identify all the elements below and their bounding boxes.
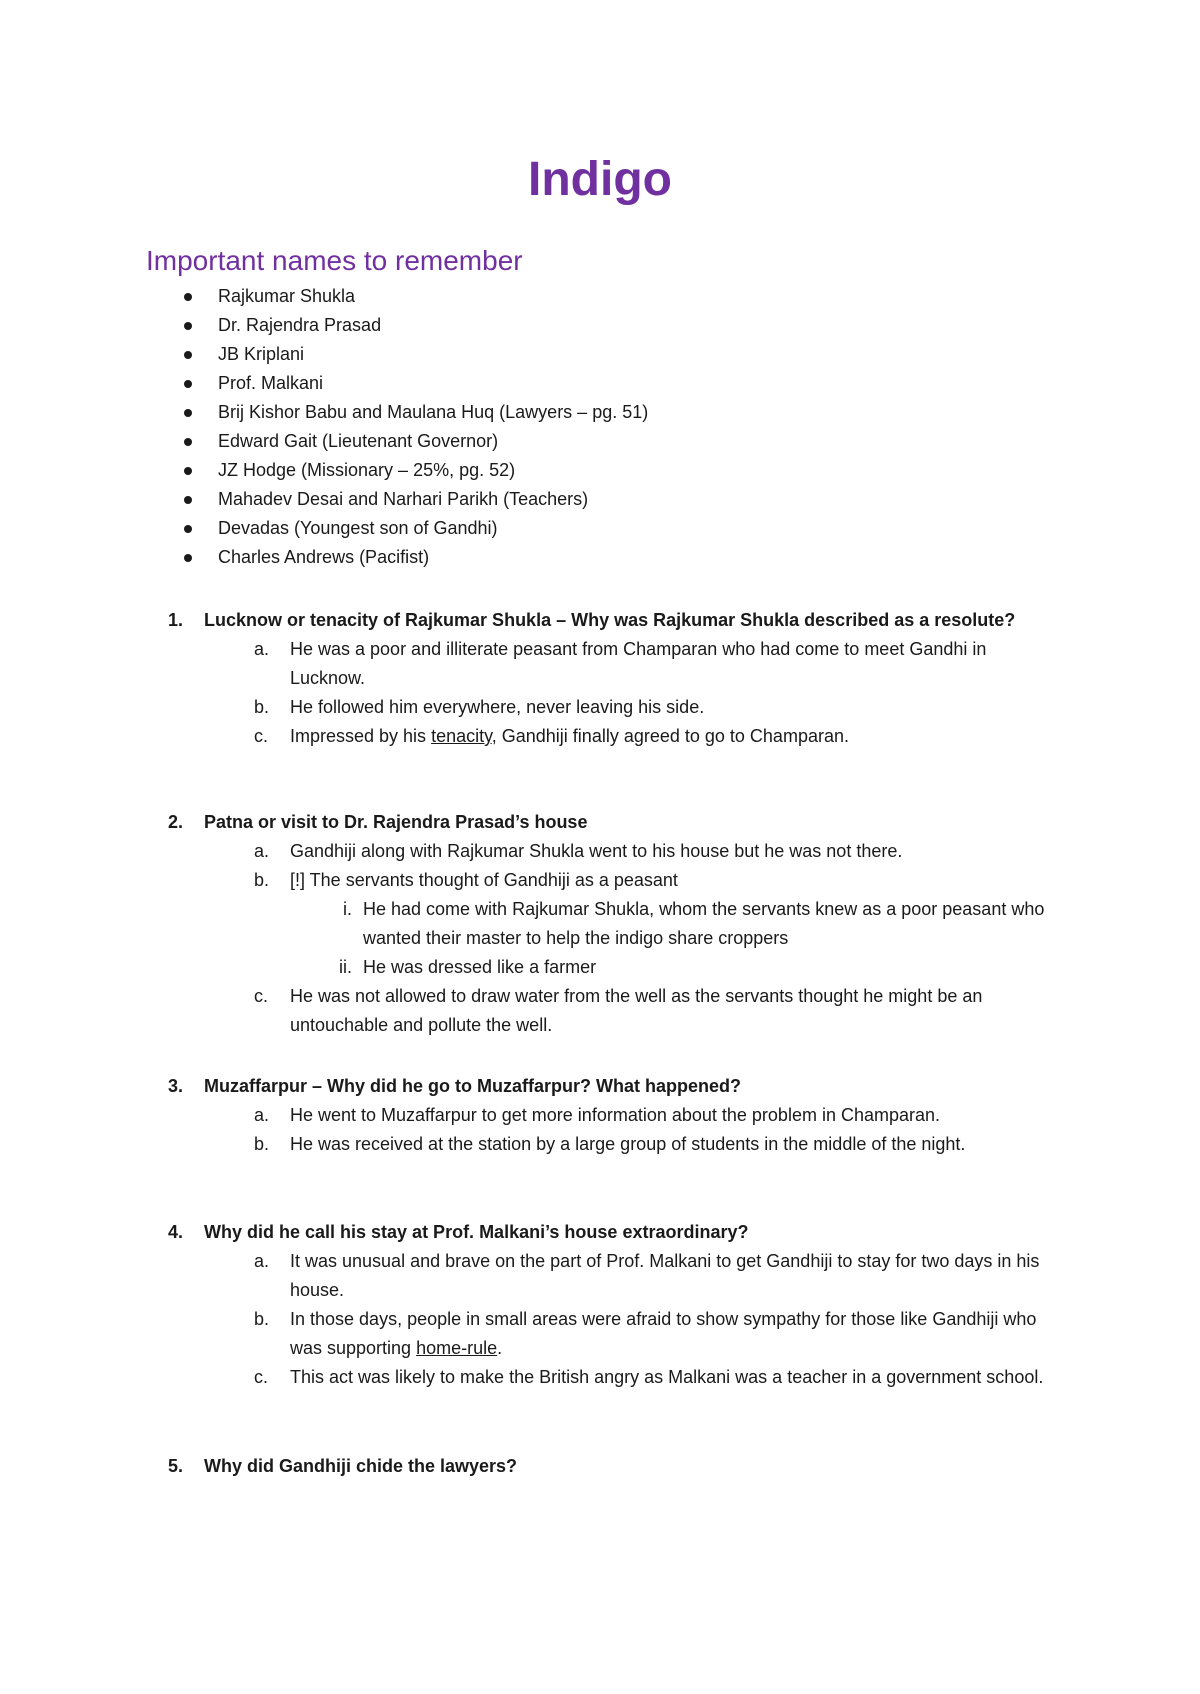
answer-text-pre: Impressed by his [290, 726, 432, 746]
list-item [178, 369, 648, 398]
answer-text-pre: In those days, people in small areas were afraid to show sympathy for those like Gandhiji who was supporting [290, 1309, 1037, 1358]
list-item-text: Mahadev Desai and Narhari Parikh (Teachers) [218, 489, 589, 509]
question-block-1 [160, 606, 1060, 751]
answer-text: This act was likely to make the British angry as Malkani was a teacher in a government school. [290, 1367, 1044, 1387]
sub-answer-marker: ii. [339, 957, 352, 977]
bullet-icon [184, 467, 192, 475]
answer-item [160, 635, 1060, 693]
answer-item [160, 1130, 1060, 1159]
list-item [178, 311, 648, 340]
list-item-text: JB Kriplani [218, 344, 305, 364]
question-block-5 [160, 1452, 1060, 1481]
question-number: 5. [168, 1456, 184, 1476]
question-heading [160, 1218, 1060, 1247]
bullet-icon [184, 380, 192, 388]
list-item-text: JZ Hodge (Missionary – 25%, pg. 52) [218, 460, 516, 480]
underlined-term: tenacity [431, 726, 492, 746]
question-text: Muzaffarpur – Why did he go to Muzaffarpur? What happened? [204, 1076, 741, 1096]
answer-item [160, 693, 1060, 722]
bullet-icon [184, 322, 192, 330]
question-heading [160, 1452, 1060, 1481]
list-item-text: Dr. Rajendra Prasad [218, 315, 382, 335]
list-item-text: Charles Andrews (Pacifist) [218, 547, 430, 567]
question-number: 1. [168, 610, 184, 630]
page-title: Indigo [528, 153, 672, 206]
answer-item [160, 837, 1060, 866]
list-item [178, 514, 648, 543]
answer-text-post: . [497, 1338, 503, 1358]
list-item [178, 543, 648, 572]
answer-marker: b. [254, 1309, 270, 1329]
bullet-icon [184, 293, 192, 301]
answer-text: He followed him everywhere, never leaving his side. [290, 697, 705, 717]
answer-marker: b. [254, 1134, 270, 1154]
list-item-text: Edward Gait (Lieutenant Governor) [218, 431, 499, 451]
list-item-text: Prof. Malkani [218, 373, 324, 393]
answer-text: He went to Muzaffarpur to get more information about the problem in Champaran. [290, 1105, 941, 1125]
bullet-icon [184, 351, 192, 359]
answer-marker: a. [254, 639, 270, 659]
bullet-icon [184, 554, 192, 562]
list-item [178, 456, 648, 485]
answer-text: He was a poor and illiterate peasant from Champaran who had come to meet Gandhi in Lucknow. [290, 639, 987, 688]
answer-text: He was not allowed to draw water from the well as the servants thought he might be an untouchable and pollute the well. [290, 986, 983, 1035]
list-item [178, 485, 648, 514]
answer-item [160, 1363, 1060, 1392]
answer-text: It was unusual and brave on the part of Prof. Malkani to get Gandhiji to stay for two days in his house. [290, 1251, 1040, 1300]
answer-marker: b. [254, 697, 270, 717]
sub-answer-text: He was dressed like a farmer [363, 957, 597, 977]
section-heading: Important names to remember [146, 245, 523, 276]
answer-item [160, 722, 1060, 751]
bullet-icon [184, 496, 192, 504]
answer-item [160, 1305, 1060, 1363]
answer-item [160, 1101, 1060, 1130]
question-number: 4. [168, 1222, 184, 1242]
answer-text: Gandhiji along with Rajkumar Shukla went to his house but he was not there. [290, 841, 903, 861]
answer-item [160, 982, 1060, 1040]
answer-item [160, 866, 1060, 895]
question-text: Patna or visit to Dr. Rajendra Prasad’s house [204, 812, 588, 832]
question-text: Lucknow or tenacity of Rajkumar Shukla – Why was Rajkumar Shukla described as a resolute? [204, 610, 1016, 630]
answer-marker: b. [254, 870, 270, 890]
question-heading [160, 808, 1060, 837]
answer-marker: a. [254, 1251, 270, 1271]
list-item [178, 340, 648, 369]
sub-answer-item [160, 895, 1060, 953]
bullet-icon [184, 525, 192, 533]
answer-text: He was received at the station by a large group of students in the middle of the night. [290, 1134, 966, 1154]
list-item [178, 282, 648, 311]
sub-answer-text: He had come with Rajkumar Shukla, whom the servants knew as a poor peasant who wanted their master to help the indigo share croppers [363, 899, 1045, 948]
question-block-4 [160, 1218, 1060, 1392]
answer-marker: a. [254, 1105, 270, 1125]
underlined-term: home-rule [416, 1338, 498, 1358]
question-block-3 [160, 1072, 1060, 1159]
question-number: 2. [168, 812, 184, 832]
answer-marker: a. [254, 841, 270, 861]
answer-text: [!] The servants thought of Gandhiji as a peasant [290, 870, 678, 890]
list-item [178, 398, 648, 427]
answer-item [160, 1247, 1060, 1305]
list-item-text: Brij Kishor Babu and Maulana Huq (Lawyers – pg. 51) [218, 402, 649, 422]
names-list [178, 282, 648, 572]
question-number: 3. [168, 1076, 184, 1096]
answer-marker: c. [254, 986, 269, 1006]
list-item-text: Devadas (Youngest son of Gandhi) [218, 518, 498, 538]
answer-text-post: , Gandhiji finally agreed to go to Champaran. [491, 726, 849, 746]
question-text: Why did Gandhiji chide the lawyers? [204, 1456, 518, 1476]
answer-marker: c. [254, 1367, 269, 1387]
question-block-2 [160, 808, 1060, 1040]
question-heading [160, 1072, 1060, 1101]
answer-marker: c. [254, 726, 269, 746]
question-text: Why did he call his stay at Prof. Malkani’s house extraordinary? [204, 1222, 749, 1242]
question-heading [160, 606, 1060, 635]
bullet-icon [184, 409, 192, 417]
bullet-icon [184, 438, 192, 446]
list-item [178, 427, 648, 456]
sub-answer-item [160, 953, 1060, 982]
sub-answer-marker: i. [343, 899, 352, 919]
list-item-text: Rajkumar Shukla [218, 286, 356, 306]
